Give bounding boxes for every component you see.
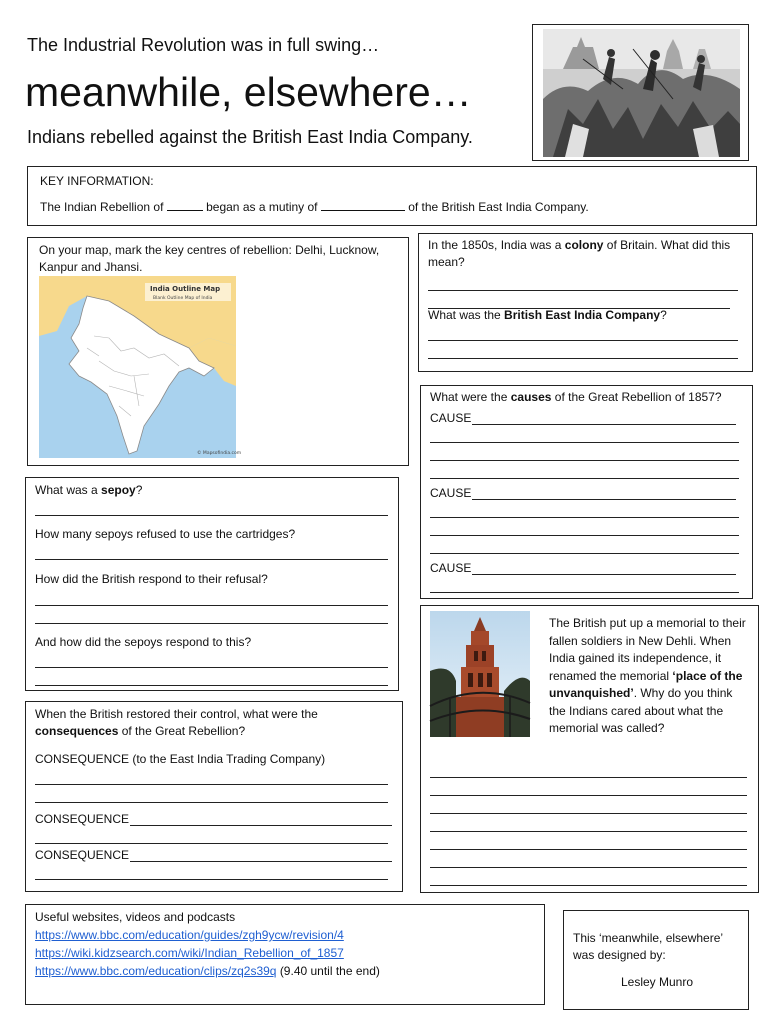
map-credit: © Mapsofindia.com: [197, 451, 242, 456]
author-name: Lesley Munro: [620, 975, 694, 989]
map-task-instruction: On your map, mark the key centres of rebellion: Delhi, Lucknow, Kanpur and Jhansi.: [39, 243, 380, 274]
sepoy-response-question: And how did the sepoys respond to this?: [35, 635, 252, 649]
consequences-box: [25, 701, 403, 892]
year-blank[interactable]: [167, 198, 203, 211]
colony-answer-lines[interactable]: [428, 273, 738, 309]
cause-label: CAUSE: [430, 486, 472, 500]
second-consequence[interactable]: [35, 808, 392, 844]
memorial-box: [420, 605, 759, 893]
cause-label: CAUSE: [430, 411, 472, 425]
subtitle: Indians rebelled against the British East India Company.: [27, 127, 473, 147]
consequences-question: When the British restored their control, what were the consequences of the Great Rebellion?: [35, 707, 318, 738]
sepoy-response-answer-lines[interactable]: [35, 650, 388, 686]
third-consequence[interactable]: [35, 844, 392, 880]
credit-box: [563, 910, 749, 1010]
map-task-box: [27, 237, 409, 466]
british-response-question: How did the British respond to their refusal?: [35, 572, 268, 586]
colony-question: In the 1850s, India was a colony of Britain. What did this mean?: [428, 238, 731, 269]
key-information-text-c: of the British East India Company.: [408, 200, 589, 214]
resource-link-3-row: [35, 962, 380, 980]
key-information-sentence: [40, 198, 589, 216]
india-outline-map: [39, 276, 242, 458]
company-answer-lines[interactable]: [428, 323, 738, 359]
cartridges-answer-line[interactable]: [35, 542, 388, 560]
resource-link-3[interactable]: https://www.bbc.com/education/clips/zq2s39q: [35, 964, 277, 978]
header-image-frame: [532, 24, 749, 161]
resources-box: [25, 904, 545, 1005]
company-question: What was the British East India Company?: [428, 308, 667, 322]
key-information-heading: KEY INFORMATION:: [40, 174, 154, 188]
map-subtitle: Blank Outline Map of India: [153, 296, 213, 301]
designed-by-text: This ‘meanwhile, elsewhere’ was designed by:: [573, 931, 723, 962]
causes-box: [420, 385, 753, 599]
resource-link-2[interactable]: https://wiki.kidzsearch.com/wiki/Indian_Rebellion_of_1857: [35, 946, 344, 960]
resource-link-2-row: [35, 944, 344, 962]
resource-link-1-row: [35, 926, 344, 944]
key-information-box: [27, 166, 757, 226]
resource-link-3-note: (9.40 until the end): [279, 964, 380, 978]
cartridges-question: How many sepoys refused to use the cartridges?: [35, 527, 296, 541]
key-information-text-b: began as a mutiny of: [206, 200, 318, 214]
memorial-answer-lines[interactable]: [430, 760, 747, 886]
causes-question: What were the causes of the Great Rebellion of 1857?: [430, 390, 722, 404]
consequence-label: CONSEQUENCE: [35, 848, 130, 862]
pre-title: The Industrial Revolution was in full swing…: [27, 35, 380, 55]
mutiny-blank[interactable]: [321, 198, 405, 211]
first-consequence-lines[interactable]: [35, 767, 388, 803]
cause-label: CAUSE: [430, 561, 472, 575]
colony-question-box: [418, 233, 753, 372]
memorial-text: The British put up a memorial to their fallen soldiers in New Dehli. When India gained its independence, it renamed the memorial ‘place of the unvanquished’. Why do you think the Indians cared about what the memorial was called?: [549, 616, 746, 735]
first-consequence-label: CONSEQUENCE (to the East India Trading Company): [35, 752, 326, 766]
memorial-tower-image: [430, 611, 530, 737]
map-title: India Outline Map: [150, 285, 221, 293]
rebellion-engraving-image: [543, 29, 740, 157]
resources-heading: Useful websites, videos and podcasts: [35, 910, 236, 924]
causes-answers[interactable]: [430, 407, 739, 593]
resource-link-1[interactable]: https://www.bbc.com/education/guides/zgh9ycw/revision/4: [35, 928, 344, 942]
sepoy-box: [25, 477, 399, 691]
page-title: meanwhile, elsewhere…: [25, 69, 472, 115]
consequence-label: CONSEQUENCE: [35, 812, 130, 826]
sepoy-question: What was a sepoy?: [35, 483, 143, 497]
key-information-text-a: The Indian Rebellion of: [40, 200, 164, 214]
british-response-answer-lines[interactable]: [35, 588, 388, 624]
sepoy-answer-line[interactable]: [35, 498, 388, 516]
